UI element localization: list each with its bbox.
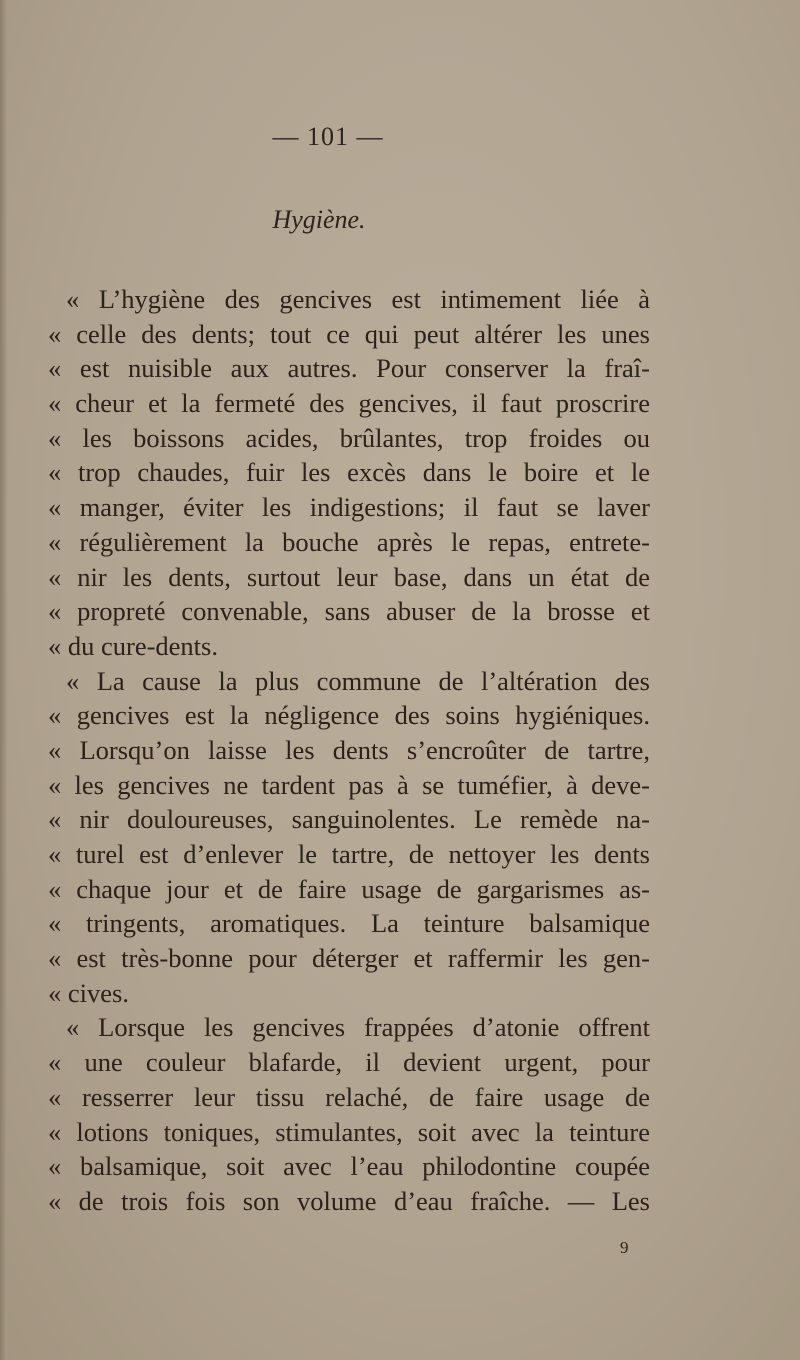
text-line: « nir douloureuses, sanguinolentes. Le remède na-	[48, 804, 650, 835]
text-line: « balsamique, soit avec l’eau philodontine coupée	[48, 1151, 650, 1182]
signature-mark: 9	[620, 1238, 629, 1257]
text-line: « les gencives ne tardent pas à se tuméfier, à deve-	[48, 769, 650, 800]
text-line: « régulièrement la bouche après le repas, entrete-	[48, 526, 650, 557]
text-line: « trop chaudes, fuir les excès dans le boire et le	[48, 457, 650, 488]
text-line: « nir les dents, surtout leur base, dans un état de	[48, 561, 650, 592]
text-line: « Lorsque les gencives frappées d’atonie offrent	[66, 1012, 650, 1043]
section-title: Hygiène.	[272, 205, 366, 234]
page-binding-edge	[0, 0, 7, 1360]
text-line: « Lorsqu’on laisse les dents s’encroûter de tartre,	[48, 734, 650, 765]
text-line: « turel est d’enlever le tartre, de nettoyer les dents	[48, 839, 650, 869]
text-line: « celle des dents; tout ce qui peut altérer les unes	[48, 318, 650, 349]
text-line: « cives.	[48, 977, 129, 1008]
text-line: « gencives est la négligence des soins hygiéniques.	[48, 700, 650, 731]
text-line: « du cure-dents.	[48, 630, 218, 661]
text-line: « une couleur blafarde, il devient urgent, pour	[48, 1047, 650, 1078]
text-line: « chaque jour et de faire usage de gargarismes as-	[48, 873, 650, 904]
text-line: « propreté convenable, sans abuser de la brosse et	[48, 596, 650, 627]
text-line: « tringents, aromatiques. La teinture balsamique	[48, 908, 650, 939]
text-line: « L’hygiène des gencives est intimement liée à	[66, 284, 650, 314]
body-text	[48, 282, 650, 1219]
text-line: « est très-bonne pour déterger et raffermir les gen-	[48, 943, 650, 974]
text-line: « lotions toniques, stimulantes, soit avec la teinture	[48, 1116, 650, 1147]
page-number: — 101 —	[272, 122, 384, 151]
text-line: « La cause la plus commune de l’altération des	[66, 665, 650, 696]
text-line: « resserrer leur tissu relaché, de faire usage de	[48, 1081, 650, 1112]
text-line: « de trois fois son volume d’eau fraîche. — Les	[48, 1185, 650, 1216]
text-line: « cheur et la fermeté des gencives, il faut proscrire	[48, 388, 650, 419]
text-line: « est nuisible aux autres. Pour conserver la fraî-	[48, 353, 650, 384]
text-line: « manger, éviter les indigestions; il faut se laver	[48, 492, 650, 523]
text-line: « les boissons acides, brûlantes, trop froides ou	[48, 422, 650, 453]
